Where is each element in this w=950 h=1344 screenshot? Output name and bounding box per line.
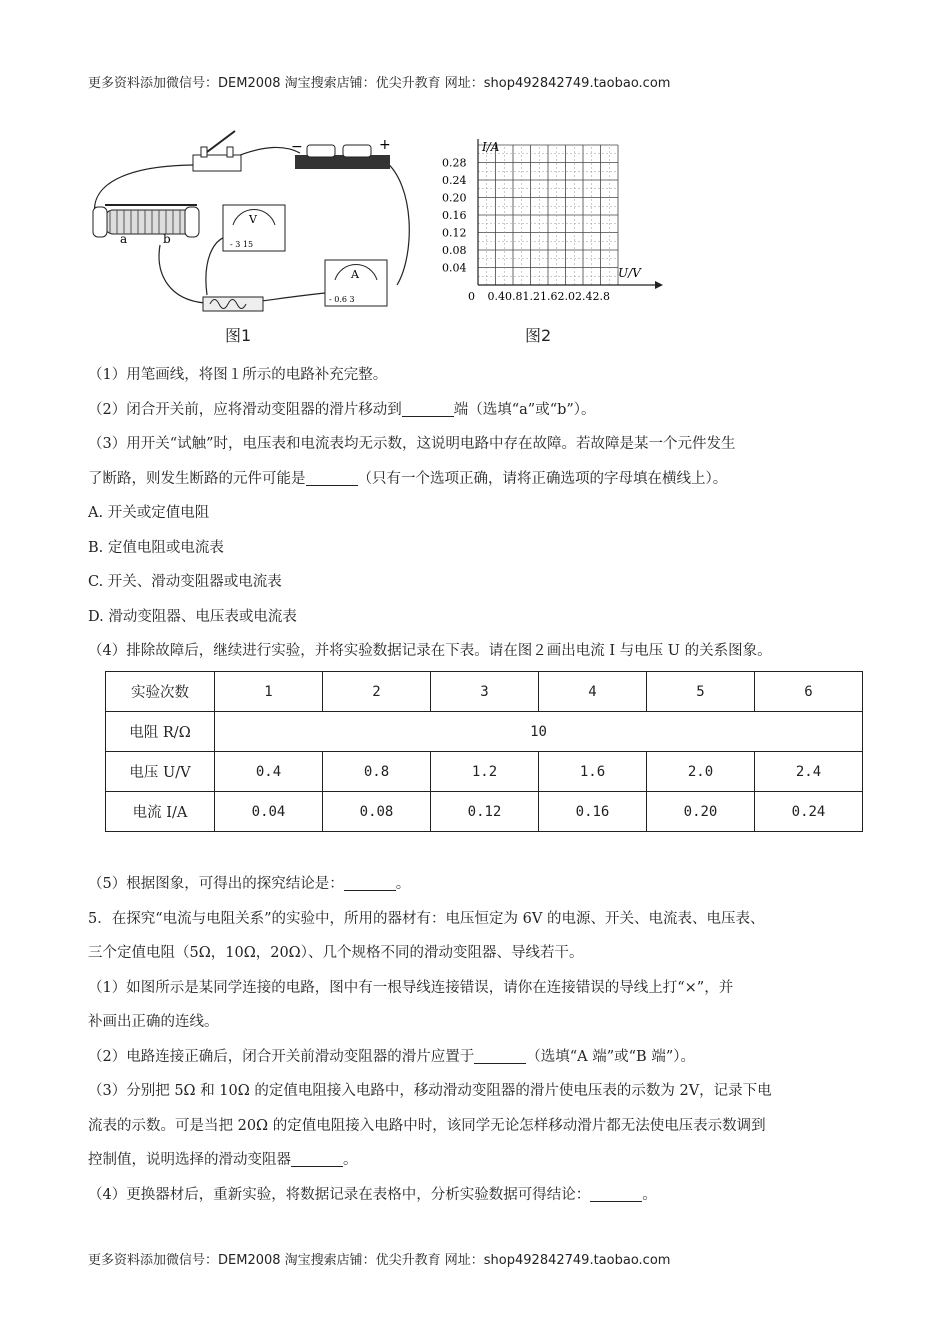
data-table: [105, 671, 863, 832]
q4-part1: （1）用笔画线，将图１所示的电路补充完整。: [88, 367, 388, 383]
y-tick-label: 0.24: [442, 174, 467, 187]
option-b: B. 定值电阻或电流表: [88, 539, 224, 556]
q5-part4-tail: 。: [642, 1186, 657, 1203]
q5-part3-line3: [88, 1143, 878, 1178]
table-cell: 2.4: [755, 752, 863, 792]
table-cell: 5: [647, 672, 755, 712]
y-axis-label: I/A: [482, 140, 500, 154]
q5-part3-line2: 流表的示数。可是当把 20Ω 的定值电阻接入电路中时，该同学无论怎样移动滑片都无法使电压表示数调到: [88, 1117, 766, 1134]
q5-part3-tail: 。: [343, 1152, 358, 1168]
voltmeter-terminals: - 3 15: [230, 240, 254, 249]
q4-part4: （4）排除故障后，继续进行实验，并将实验数据记录在下表。请在图２画出电流 I 与电压 U 的关系图象。: [88, 643, 772, 659]
q4-part2-text: （2）闭合开关前，应将滑动变阻器的滑片移动到: [88, 401, 402, 418]
table-cell: 0.04: [215, 792, 323, 832]
table-cell: 2.0: [647, 752, 755, 792]
page-footer: 更多资料添加微信号：DEM2008 淘宝搜索店铺：优尖升教育 网址：shop492842749.taobao.com: [88, 1253, 671, 1268]
terminal-a-label: a: [120, 232, 128, 246]
q4-part5-text: （5）根据图象，可得出的探究结论是：: [88, 876, 344, 892]
y-tick-label: 0.08: [442, 244, 467, 257]
y-tick-label: 0.20: [442, 191, 467, 205]
ammeter-symbol: A: [351, 268, 359, 281]
graph-grid: [478, 145, 618, 285]
table-cell: 0.08: [323, 792, 431, 832]
row-header-current: 电流 I/A: [106, 792, 215, 832]
answer-blank[interactable]: [291, 1150, 343, 1167]
x-tick-label: 0.4: [487, 290, 505, 303]
q5-part2-text: （2）电路连接正确后，闭合开关前滑动变阻器的滑片应置于: [88, 1048, 475, 1065]
table-cell: 3: [431, 672, 539, 712]
option-d: D. 滑动变阻器、电压表或电流表: [88, 608, 297, 625]
table-cell: 1.6: [539, 752, 647, 792]
q5-part2: [88, 1040, 878, 1075]
y-tick-label: 0.12: [442, 226, 467, 240]
question-4: [88, 358, 878, 669]
table-row: [106, 672, 863, 712]
table-cell: 0.8: [323, 752, 431, 792]
table-cell: 0.12: [431, 792, 539, 832]
q5-intro-line1: 5．在探究“电流与电阻关系”的实验中，所用的器材有：电压恒定为 6V 的电源、开关、电流表、电压表、: [88, 910, 765, 927]
y-tick-label: 0.04: [442, 261, 467, 275]
table-cell: 1.2: [431, 752, 539, 792]
table-cell: 0.24: [755, 792, 863, 832]
answer-blank[interactable]: [306, 469, 358, 486]
figure-area: [85, 125, 665, 347]
q5-part3-text: 控制值，说明选择的滑动变阻器: [88, 1152, 291, 1168]
x-tick-label: 0: [468, 290, 475, 303]
table-cell: 4: [539, 672, 647, 712]
table-row: [106, 752, 863, 792]
table-cell: 6: [755, 672, 863, 712]
table-cell: 0.4: [215, 752, 323, 792]
answer-blank[interactable]: [344, 874, 396, 891]
x-tick-label: 2.0: [557, 290, 575, 303]
resistance-cell: 10: [215, 712, 863, 752]
q4-part5-tail: 。: [395, 876, 411, 892]
x-tick-label: 1.6: [540, 290, 558, 303]
option-c: C. 开关、滑动变阻器或电流表: [88, 574, 282, 590]
q4-part3-text: 了断路，则发生断路的元件可能是: [88, 470, 306, 487]
y-tick-label: 0.28: [442, 156, 467, 170]
terminal-b-label: b: [163, 232, 171, 246]
row-header-trial: 实验次数: [106, 672, 215, 712]
q5-part2-tail: （选填“A 端”或“B 端”）。: [526, 1048, 695, 1065]
answer-blank[interactable]: [590, 1185, 642, 1202]
q4-part3-tail: （只有一个选项正确，请将正确选项的字母填在横线上）。: [357, 470, 728, 487]
x-tick-label: 0.8: [505, 290, 523, 303]
table-cell: 0.16: [539, 792, 647, 832]
iu-graph: [440, 137, 670, 317]
table-cell: 0.20: [647, 792, 755, 832]
x-tick-label: 1.2: [522, 290, 540, 303]
figure1-caption: 图1: [225, 326, 252, 345]
q5-part3-line1: （3）分别把 5Ω 和 10Ω 的定值电阻接入电路中，移动滑动变阻器的滑片使电压表的示数为 2V，记录下电: [88, 1083, 772, 1099]
q4-part5: [88, 867, 878, 902]
voltmeter-symbol: V: [249, 213, 257, 226]
question-5-block: [88, 867, 878, 1212]
q5-part1-line1: （1）如图所示是某同学连接的电路，图中有一根导线连接错误，请你在连接错误的导线上打“×”，并: [88, 979, 734, 996]
answer-blank[interactable]: [474, 1047, 526, 1064]
table-cell: 2: [323, 672, 431, 712]
x-tick-label: 2.4: [575, 290, 593, 303]
q5-part4-text: （4）更换器材后，重新实验，将数据记录在表格中，分析实验数据可得结论：: [88, 1186, 591, 1203]
table-cell: 1: [215, 672, 323, 712]
option-a: A. 开关或定值电阻: [88, 505, 210, 521]
page-header: 更多资料添加微信号：DEM2008 淘宝搜索店铺：优尖升教育 网址：shop492842749.taobao.com: [88, 76, 671, 91]
q5-intro-line2: 三个定值电阻（5Ω，10Ω，20Ω）、几个规格不同的滑动变阻器、导线若干。: [88, 945, 584, 961]
q5-part1-line2: 补画出正确的连线。: [88, 1014, 219, 1030]
table-row: [106, 792, 863, 832]
ammeter-terminals: - 0.6 3: [329, 295, 355, 304]
battery-minus-label: −: [291, 139, 303, 155]
battery-plus-label: +: [379, 137, 391, 153]
x-tick-label: 2.8: [592, 290, 610, 303]
q5-part4: [88, 1178, 878, 1213]
figure2-caption: 图2: [525, 326, 552, 345]
answer-blank[interactable]: [402, 400, 454, 417]
row-header-voltage: 电压 U/V: [106, 752, 215, 792]
q4-part3-line2: [88, 462, 878, 497]
q4-part2: [88, 393, 878, 428]
q4-part2-tail: 端（选填“a”或“b”）。: [453, 401, 596, 418]
row-header-resistance: 电阻 R/Ω: [106, 712, 215, 752]
y-tick-label: 0.16: [442, 209, 467, 222]
q4-part3-line1: （3）用开关“试触”时，电压表和电流表均无示数，这说明电路中存在故障。若故障是某一个元件发生: [88, 436, 736, 452]
table-row: [106, 712, 863, 752]
x-axis-label: U/V: [618, 266, 641, 280]
